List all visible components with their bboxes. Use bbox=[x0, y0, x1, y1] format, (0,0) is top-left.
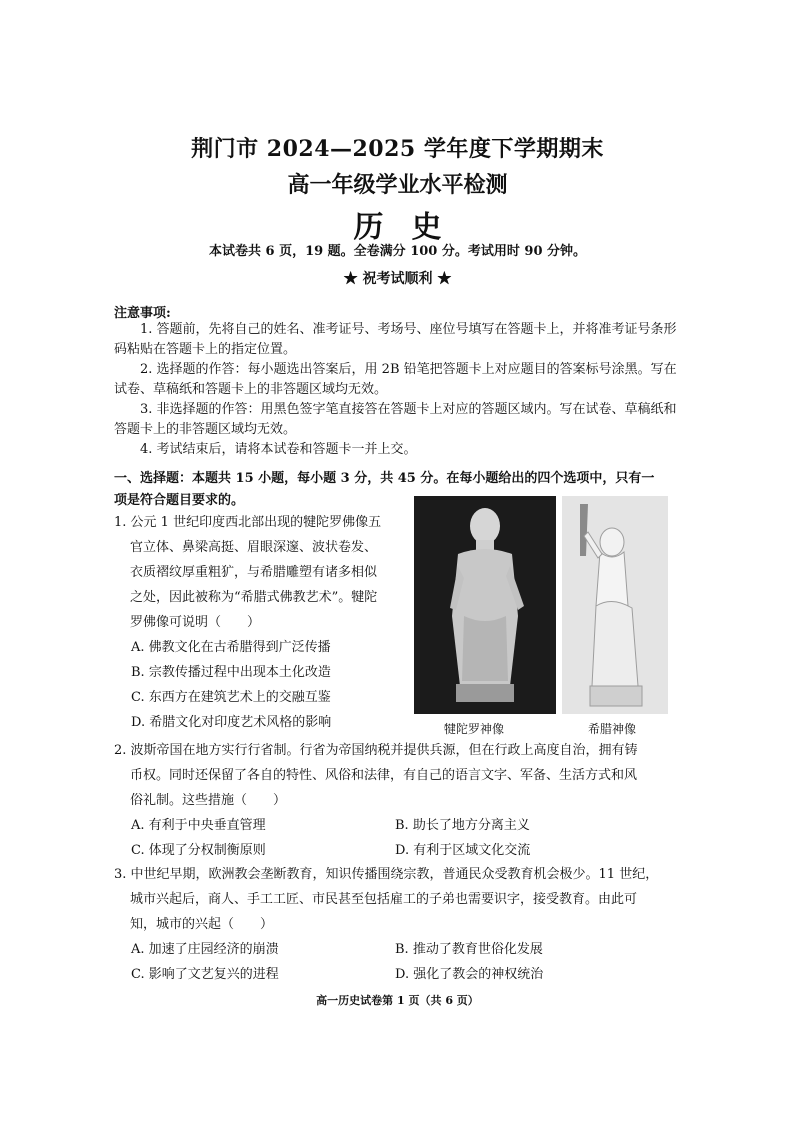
note-item-3-text: 3. 非选择题的作答：用黑色签字笔直接答在答题卡上对应的答题区域内。写在试卷、草稿纸和答题卡上的非答题区域均无效。 bbox=[114, 402, 677, 437]
q2-option-c: C. 体现了分权制衡原则 bbox=[131, 843, 266, 858]
section-heading-line2: 项是符合题目要求的。 bbox=[114, 493, 245, 508]
question-3-stem bbox=[114, 862, 684, 937]
notes-title: 注意事项: bbox=[114, 306, 171, 321]
note-item-4 bbox=[114, 440, 682, 460]
q1-line: 罗佛像可说明（ ） bbox=[130, 615, 261, 630]
caption-gandhara: 犍陀罗神像 bbox=[444, 722, 505, 736]
q1-line: 1. 公元 1 世纪印度西北部出现的犍陀罗佛像五 bbox=[114, 515, 382, 530]
page-footer: 高一历史试卷第 1 页（共 6 页） bbox=[316, 994, 479, 1007]
note-item-1 bbox=[114, 320, 682, 360]
note-item-2 bbox=[114, 360, 682, 400]
q1-line: 官立体、鼻梁高挺、眉眼深邃、波状卷发、 bbox=[130, 540, 378, 555]
q1-option-d: D. 希腊文化对印度艺术风格的影响 bbox=[131, 715, 332, 730]
q3-line: 城市兴起后，商人、手工工匠、市民甚至包括雇工的子弟也需要识字，接受教育。由此可 bbox=[130, 892, 638, 907]
exam-title-line1: 荆门市 2024—2025 学年度下学期期末 bbox=[191, 136, 604, 162]
q2-line: 俗礼制。这些措施（ ） bbox=[130, 793, 287, 808]
q3-line: 3. 中世纪早期，欧洲教会垄断教育，知识传播围绕宗教，普通民众受教育机会极少。11 世纪， bbox=[114, 867, 659, 882]
greek-statue-figure bbox=[562, 496, 668, 714]
gandhara-statue-figure bbox=[414, 496, 556, 714]
q3-option-b: B. 推动了教育世俗化发展 bbox=[395, 942, 543, 957]
q2-option-b: B. 助长了地方分离主义 bbox=[395, 818, 530, 833]
q3-line: 知，城市的兴起（ ） bbox=[130, 917, 274, 932]
note-item-3 bbox=[114, 400, 682, 440]
q2-option-a: A. 有利于中央垂直管理 bbox=[131, 818, 266, 833]
section-heading-line1: 一、选择题：本题共 15 小题，每小题 3 分，共 45 分。在每小题给出的四个选项中，只有一 bbox=[114, 471, 655, 486]
good-luck-line: ★ 祝考试顺利 ★ bbox=[343, 271, 452, 287]
q1-line: 之处，因此被称为“希腊式佛教艺术”。犍陀 bbox=[130, 590, 378, 605]
q2-line: 2. 波斯帝国在地方实行行省制。行省为帝国纳税并提供兵源，但在行政上高度自治，拥有铸 bbox=[114, 743, 638, 758]
caption-greek: 希腊神像 bbox=[588, 722, 637, 736]
q1-option-c: C. 东西方在建筑艺术上的交融互鉴 bbox=[131, 690, 331, 705]
note-item-4-text: 4. 考试结束后，请将本试卷和答题卡一并上交。 bbox=[140, 442, 417, 457]
question-2-stem bbox=[114, 738, 684, 813]
q3-option-d: D. 强化了教会的神权统治 bbox=[395, 967, 544, 982]
greek-statue-photo bbox=[562, 496, 668, 714]
subject-title: 历史 bbox=[353, 210, 470, 245]
q1-line: 衣质褶纹厚重粗犷，与希腊雕塑有诸多相似 bbox=[130, 565, 378, 580]
q2-line: 币权。同时还保留了各自的特性、风俗和法律，有自己的语言文字、军备、生活方式和风 bbox=[130, 768, 638, 783]
exam-info: 本试卷共 6 页，19 题。全卷满分 100 分。考试用时 90 分钟。 bbox=[208, 244, 587, 259]
q1-option-a: A. 佛教文化在古希腊得到广泛传播 bbox=[131, 640, 331, 655]
question-1-stem bbox=[114, 510, 414, 635]
q1-option-b: B. 宗教传播过程中出现本土化改造 bbox=[131, 665, 331, 680]
note-item-1-text: 1. 答题前，先将自己的姓名、准考证号、考场号、座位号填写在答题卡上，并将准考证号条形码粘贴在答题卡上的指定位置。 bbox=[114, 322, 677, 357]
gandhara-statue-photo bbox=[414, 496, 556, 714]
q2-option-d: D. 有利于区域文化交流 bbox=[395, 843, 531, 858]
q3-option-a: A. 加速了庄园经济的崩溃 bbox=[131, 942, 279, 957]
q3-option-c: C. 影响了文艺复兴的进程 bbox=[131, 967, 279, 982]
note-item-2-text: 2. 选择题的作答：每小题选出答案后，用 2B 铅笔把答题卡上对应题目的答案标号涂黑。写在试卷、草稿纸和答题卡上的非答题区域均无效。 bbox=[114, 362, 677, 397]
exam-title-line2: 高一年级学业水平检测 bbox=[287, 172, 508, 198]
